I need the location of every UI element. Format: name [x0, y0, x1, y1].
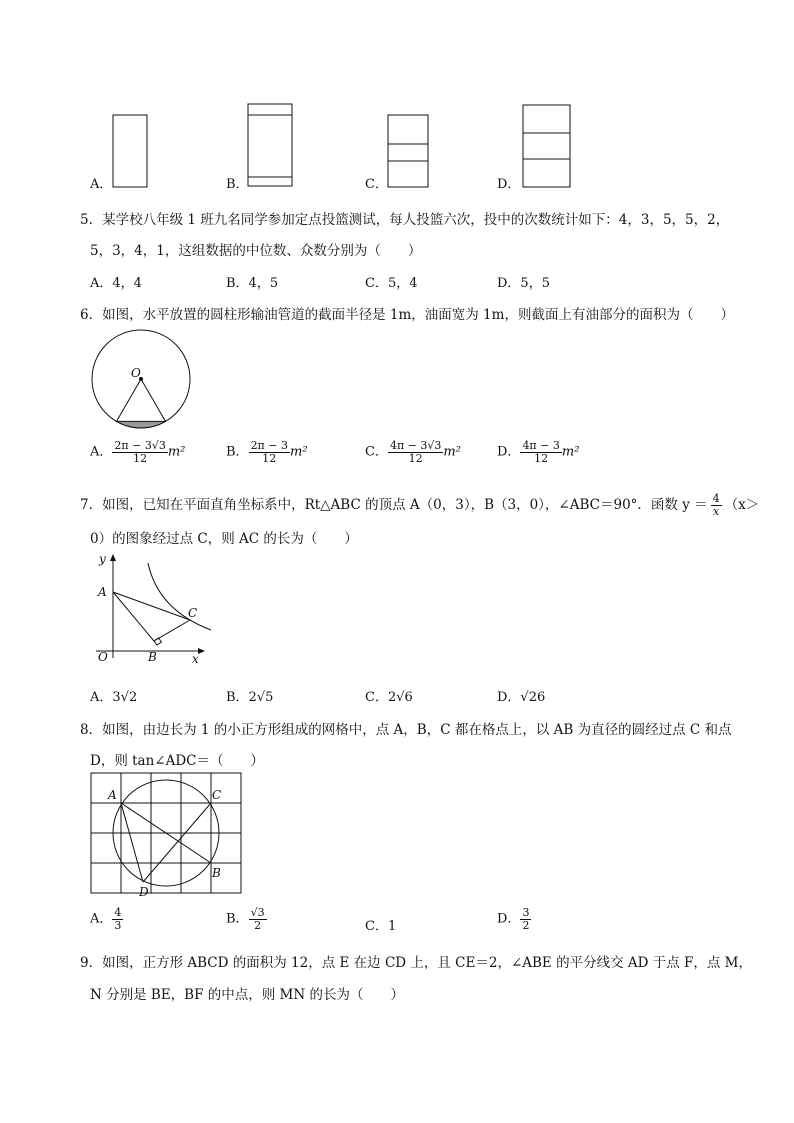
q8-option-b-fraction: [249, 907, 267, 931]
q4-option-a-label: A．: [90, 177, 113, 192]
q8-option-a-numerator: 4: [114, 906, 122, 919]
q6-option-a[interactable]: [90, 440, 185, 464]
q7-stem-line1: [80, 493, 759, 518]
q8-option-d-fraction: [520, 907, 531, 931]
q6-option-a-numerator: 2π − 3√3: [114, 439, 166, 452]
q6-figure: [88, 328, 198, 433]
q4-figure-a: [112, 114, 152, 189]
q6-option-a-fraction: [112, 440, 167, 464]
q4-figure-b: [247, 103, 297, 189]
q6-option-c-unit: m²: [443, 444, 461, 460]
q6-option-d[interactable]: [497, 440, 579, 464]
q9-stem-line2: N 分别是 BE，BF 的中点，则 MN 的长为（ ）: [90, 987, 404, 1003]
q8-label-d: D: [139, 885, 149, 899]
q7-function-numerator: 4: [712, 492, 720, 506]
q8-option-a-denominator: 3: [114, 918, 122, 932]
q6-option-b-denominator: 12: [262, 451, 277, 465]
q8-option-b-denominator: 2: [254, 918, 262, 932]
q6-label-o: O: [131, 366, 141, 380]
q6-option-a-unit: m²: [167, 444, 186, 460]
q4-option-c-label: C．: [365, 177, 388, 192]
q8-option-a-label: A．: [90, 911, 113, 927]
q7-label-b: B: [148, 650, 157, 664]
q6-option-c[interactable]: [365, 440, 461, 464]
q7-option-b[interactable]: B．2√5: [226, 690, 274, 705]
q5-stem-line1: 5．某学校八年级 1 班九名同学参加定点投篮测试，每人投篮六次，投中的次数统计如下：4，3，5，5，2，: [80, 212, 730, 228]
q8-option-b-numerator: √3: [250, 906, 265, 919]
q8-option-a[interactable]: [90, 907, 123, 931]
q6-stem: 6．如图，水平放置的圆柱形输油管道的截面半径是 1m，油面宽为 1m，则截面上有油部分的面积为（ ）: [80, 307, 734, 323]
q7-label-c: C: [188, 606, 198, 620]
q8-label-b: B: [212, 866, 221, 880]
q6-option-c-label: C．: [365, 444, 388, 460]
q6-option-b[interactable]: [226, 440, 308, 464]
q6-option-b-numerator: 2π − 3: [250, 439, 288, 452]
q6-option-d-denominator: 12: [534, 451, 549, 465]
q5-option-d[interactable]: D．5，5: [497, 276, 550, 291]
q7-option-c[interactable]: C．2√6: [365, 690, 413, 705]
q7-label-x: x: [192, 652, 199, 666]
q8-option-b[interactable]: [226, 907, 267, 931]
q8-option-c[interactable]: C．1: [365, 919, 397, 934]
q7-stem-line2: 0）的图象经过点 C，则 AC 的长为（ ）: [90, 531, 358, 547]
q8-option-d-label: D．: [497, 911, 521, 927]
q6-option-b-unit: m²: [290, 444, 308, 460]
q6-option-c-numerator: 4π − 3√3: [389, 439, 442, 452]
q7-option-a[interactable]: A．3√2: [90, 690, 138, 705]
q6-option-d-fraction: [520, 440, 561, 464]
q6-option-b-label: B．: [226, 444, 249, 460]
q4-option-d-label: D．: [497, 177, 521, 192]
q6-option-a-label: A．: [90, 444, 113, 460]
q8-option-d[interactable]: [497, 907, 531, 931]
q5-option-c[interactable]: C．5，4: [365, 276, 418, 291]
q6-option-d-numerator: 4π − 3: [522, 439, 560, 452]
q8-option-d-numerator: 3: [522, 906, 530, 919]
q5-stem-line2: 5，3，4，1，这组数据的中位数、众数分别为（ ）: [90, 243, 422, 259]
q8-option-d-denominator: 2: [522, 918, 530, 932]
q7-label-y: y: [99, 552, 106, 566]
q6-option-c-denominator: 12: [408, 451, 423, 465]
q7-label-o: O: [98, 650, 108, 664]
q9-stem-line1: 9．如图，正方形 ABCD 的面积为 12，点 E 在边 CD 上，且 CE＝2，∠ABE 的平分线交 AD 于点 F，点 M，: [80, 955, 753, 971]
q8-label-c: C: [212, 788, 222, 802]
q4-figure-c: [387, 114, 432, 189]
q6-option-d-label: D．: [497, 444, 521, 460]
q7-function-denominator: x: [713, 505, 720, 518]
q6-option-a-denominator: 12: [133, 451, 148, 465]
q6-option-c-fraction: [388, 440, 443, 464]
q7-function-fraction: [711, 493, 722, 517]
q8-label-a: A: [108, 788, 117, 802]
q8-option-b-label: B．: [226, 911, 249, 927]
q7-stem-line1-tail: （x＞: [724, 497, 760, 513]
q4-figure-d: [522, 104, 574, 189]
q8-stem-line1: 8．如图，由边长为 1 的小正方形组成的网格中，点 A，B，C 都在格点上，以 AB 为直径的圆经过点 C 和点: [80, 722, 732, 738]
q4-option-b-label: B．: [226, 177, 249, 192]
q7-stem-line1-main: 7．如图，已知在平面直角坐标系中，Rt△ABC 的顶点 A（0，3），B（3，0），∠ABC＝90°．函数 y ＝: [80, 497, 708, 513]
q8-stem-line2: D，则 tan∠ADC＝（ ）: [90, 753, 264, 769]
q5-option-a[interactable]: A．4，4: [90, 276, 142, 291]
q7-option-d[interactable]: D．√26: [497, 690, 546, 705]
q6-option-d-unit: m²: [561, 444, 580, 460]
q5-option-b[interactable]: B．4，5: [226, 276, 279, 291]
q8-option-a-fraction: [112, 907, 123, 931]
q6-option-b-fraction: [249, 440, 290, 464]
q7-label-a: A: [98, 585, 107, 599]
